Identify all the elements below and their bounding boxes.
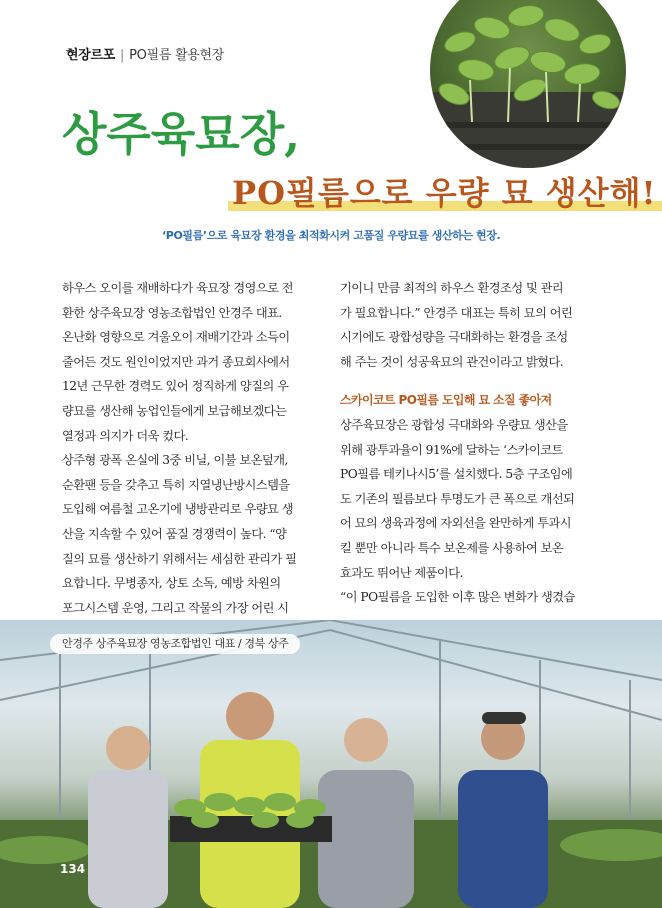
- subheadline: [232, 168, 657, 214]
- body-line: 상주육묘장은 광합성 극대화와 우량묘 생산을: [340, 417, 568, 432]
- body-column-left: [62, 276, 320, 620]
- body-line: 어 묘의 생육과정에 자외선을 완만하게 투과시: [340, 516, 572, 531]
- seedling-illustration: [430, 0, 626, 168]
- section-subheading: 스카이코트 PO필름 도입해 묘 소질 좋아져: [340, 393, 552, 408]
- seedling-photo: [430, 0, 626, 168]
- body-line: 해 주는 것이 성공육묘의 관건이라고 밝혔다.: [340, 354, 564, 369]
- body-line: 온난화 영향으로 겨울오이 재배기간과 소득이: [62, 330, 290, 345]
- body-line: 요합니다. 무병종자, 상토 소독, 예방 차원의: [62, 576, 281, 591]
- section-subcategory: PO필름 활용현장: [129, 48, 224, 63]
- section-label: [66, 44, 224, 63]
- body-line: 시기에도 광합성량을 극대화하는 환경을 조성: [340, 330, 568, 345]
- body-line: 12년 근무한 경력도 있어 정직하게 양질의 우: [62, 379, 289, 394]
- body-line: 도 기존의 필름보다 투명도가 큰 폭으로 개선되: [340, 491, 575, 506]
- greenhouse-photo: [0, 620, 662, 908]
- section-separator: |: [120, 48, 125, 63]
- body-line: 가 필요합니다.” 안경주 대표는 특히 묘의 어린: [340, 305, 573, 320]
- body-line: 효과도 뛰어난 제품이다.: [340, 565, 463, 580]
- page-number: 134: [60, 862, 86, 876]
- body-line: 기이니 만큼 최적의 하우스 환경조성 및 관리: [340, 281, 564, 295]
- body-line: 위해 광투과율이 91%에 달하는 ‘스카이코트: [340, 442, 563, 457]
- photo-caption: 안경주 상주육묘장 영농조합법인 대표 / 경북 상주: [50, 634, 300, 654]
- body-line: PO필름 테키나시5’를 설치했다. 5층 구조임에: [340, 467, 573, 482]
- body-column-right: [340, 276, 602, 610]
- headline: 상주육묘장,: [62, 107, 301, 161]
- body-line: 포그시스템 운영, 그리고 작물의 가장 어린 시: [62, 600, 289, 615]
- body-line: 순환팬 등을 갖추고 특히 지열냉난방시스템을: [62, 477, 290, 492]
- body-line: 도입해 여름철 고온기에 냉방관리로 우량묘 생: [62, 502, 294, 517]
- body-line: 줄어든 것도 원인이었지만 과거 종묘회사에서: [62, 354, 290, 369]
- body-line: 상주형 광폭 온실에 3중 비닐, 이불 보온덮개,: [62, 453, 288, 468]
- body-line: 환한 상주육묘장 영농조합법인 안경주 대표.: [62, 305, 282, 320]
- body-line: “이 PO필름을 도입한 이후 많은 변화가 생겼습: [340, 590, 575, 605]
- body-line: 하우스 오이를 재배하다가 육묘장 경영으로 전: [62, 281, 294, 295]
- body-line: 열정과 의지가 더욱 컸다.: [62, 428, 189, 443]
- section-category: 현장르포: [66, 48, 116, 63]
- body-line: 량묘를 생산해 농업인들에게 보급해보겠다는: [62, 403, 287, 418]
- subheadline-text: PO필름으로 우량 묘 생산해!: [232, 174, 657, 212]
- lead-text: ‘PO필름’으로 육묘장 환경을 최적화시켜 고품질 우량묘를 생산하는 현장.: [162, 229, 501, 242]
- body-line: 질의 묘를 생산하기 위해서는 세심한 관리가 필: [62, 551, 297, 566]
- body-line: 킬 뿐만 아니라 특수 보온제를 사용하여 보온: [340, 540, 564, 555]
- body-line: 산을 지속할 수 있어 품질 경쟁력이 높다. “양: [62, 526, 287, 541]
- greenhouse-illustration: [0, 620, 662, 908]
